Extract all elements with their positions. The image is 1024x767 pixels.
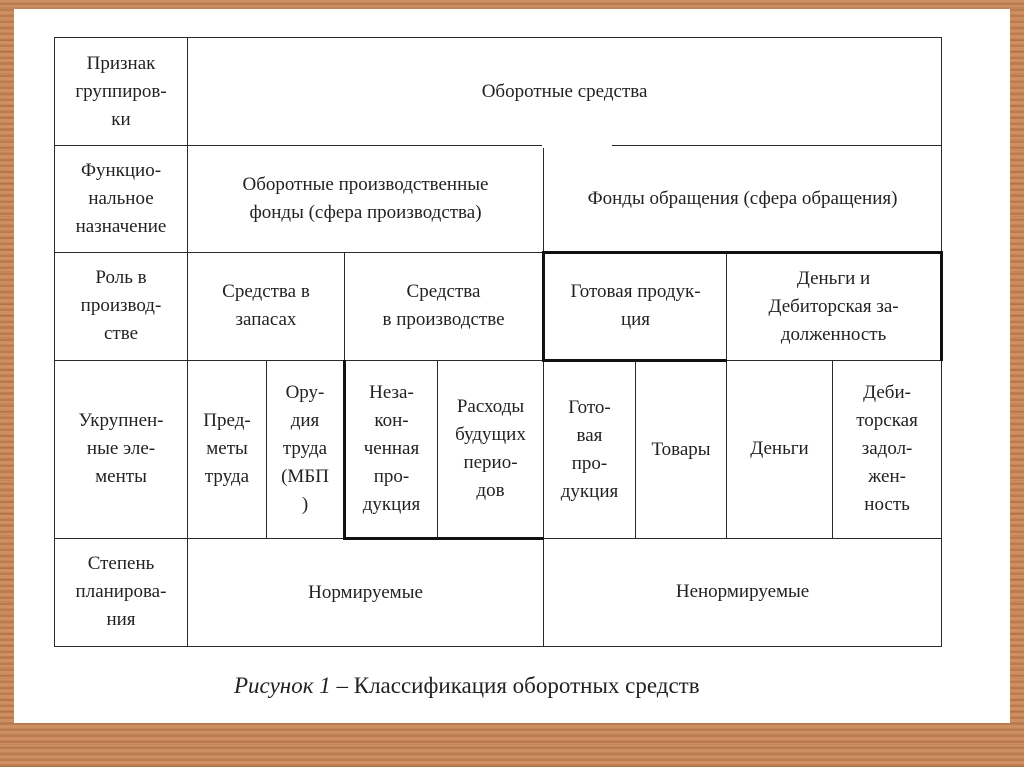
row-label-function: Функцио- нальное назначение <box>55 146 188 253</box>
caption-prefix: Рисунок 1 – <box>234 673 348 698</box>
row-planning <box>55 538 942 646</box>
cell-goods: Товары <box>636 360 727 538</box>
cell-finished-products: Гото- вая про- дукция <box>544 360 636 538</box>
cell-finished-goods: Готовая продук- ция <box>544 253 727 360</box>
cell-production-funds: Оборотные производственные фонды (сфера производства) <box>188 146 544 253</box>
cell-working-capital: Оборотные средства <box>188 38 942 146</box>
slide-sheet <box>14 9 1010 723</box>
row-role <box>55 253 942 360</box>
cell-money-receivables: Деньги и Дебиторская за- долженность <box>727 253 942 360</box>
figure-caption <box>234 673 700 699</box>
cell-objects-of-labor: Пред- меты труда <box>188 360 267 538</box>
classification-table <box>54 37 943 647</box>
cell-money: Деньги <box>727 360 833 538</box>
cell-tools-of-labor: Ору- дия труда (МБП ) <box>267 360 345 538</box>
cell-non-normalized: Ненормируемые <box>544 538 942 646</box>
cell-in-production: Средства в производстве <box>345 253 544 360</box>
row-label-planning: Степень планирова- ния <box>55 538 188 646</box>
cell-in-stock: Средства в запасах <box>188 253 345 360</box>
row-grouping <box>55 38 942 146</box>
border-gap <box>542 142 612 148</box>
row-elements <box>55 360 942 538</box>
caption-text: Классификация оборотных средств <box>353 673 700 698</box>
row-label-elements: Укрупнен- ные эле- менты <box>55 360 188 538</box>
row-label-role: Роль в производ- стве <box>55 253 188 360</box>
cell-normalized: Нормируемые <box>188 538 544 646</box>
row-label-grouping: Признак группиров- ки <box>55 38 188 146</box>
row-function <box>55 146 942 253</box>
cell-deferred-expenses: Расходы будущих перио- дов <box>438 360 544 538</box>
cell-work-in-progress: Неза- кон- ченная про- дукция <box>345 360 438 538</box>
cell-receivables: Деби- торская задол- жен- ность <box>833 360 942 538</box>
cell-circulation-funds: Фонды обращения (сфера обращения) <box>544 146 942 253</box>
